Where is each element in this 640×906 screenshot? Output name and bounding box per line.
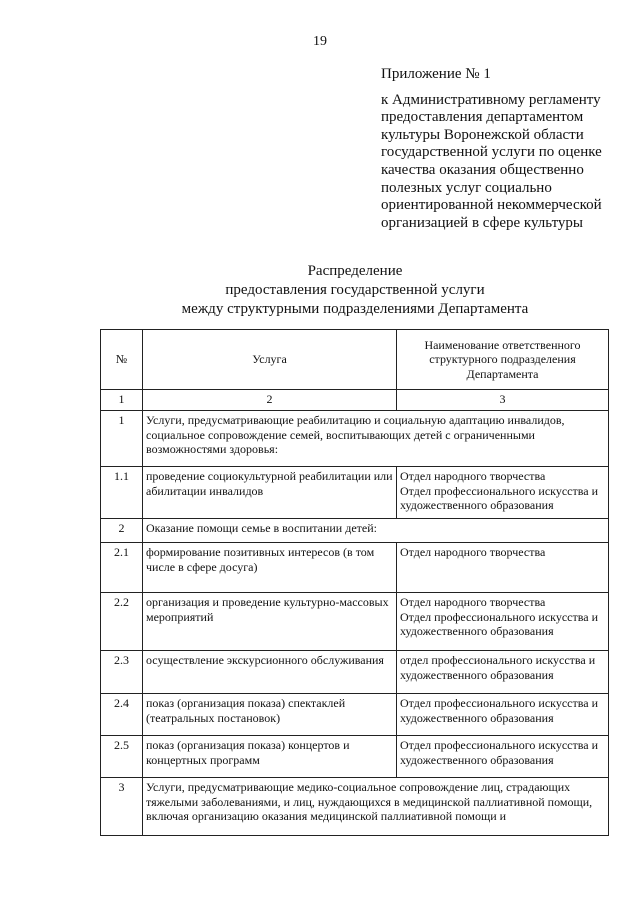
- header-num: №: [101, 330, 143, 390]
- appendix-line: к Административному регламенту: [381, 91, 601, 108]
- row-number: 3: [101, 778, 143, 836]
- department-cell: [397, 736, 609, 778]
- department-cell: [397, 694, 609, 736]
- service-cell: формирование позитивных интересов (в том числе в сфере досуга): [143, 543, 397, 593]
- appendix-line: ориентированной некоммерческой: [381, 197, 602, 214]
- department-cell: [397, 543, 609, 593]
- department-cell: [397, 593, 609, 651]
- department-name: Отдел профессионального искусства и художественного образования: [400, 738, 598, 767]
- appendix-line: государственной услуги по оценке: [381, 144, 602, 161]
- index-cell: 2: [143, 390, 397, 411]
- appendix-title: Приложение № 1: [381, 66, 491, 82]
- department-name: Отдел народного творчества: [400, 545, 546, 559]
- row-number: 1: [101, 411, 143, 467]
- appendix-line: качества оказания общественно: [381, 161, 584, 178]
- header-row: [101, 330, 609, 390]
- row-number: 2.2: [101, 593, 143, 651]
- group-heading: Услуги, предусматривающие реабилитацию и социальную адаптацию инвалидов, социальное сопровождение семей, воспитывающих детей с ограниченными возможностями здоровья:: [143, 411, 609, 467]
- title-line-1: Распределение: [307, 263, 403, 279]
- row-number: 2.4: [101, 694, 143, 736]
- department-name: Отдел народного творчества: [400, 469, 546, 483]
- table-row: [101, 593, 609, 651]
- distribution-table: [100, 329, 609, 836]
- service-cell: показ (организация показа) концертов и концертных программ: [143, 736, 397, 778]
- index-row: [101, 390, 609, 411]
- table-row: [101, 694, 609, 736]
- row-number: 2.3: [101, 651, 143, 694]
- service-cell: проведение социокультурной реабилитации или абилитации инвалидов: [143, 467, 397, 519]
- title-line-2: предоставления государственной услуги: [225, 282, 485, 298]
- department-name: Отдел народного творчества: [400, 595, 546, 609]
- table-row: [101, 543, 609, 593]
- row-number: 2.1: [101, 543, 143, 593]
- department-name: Отдел профессионального искусства и художественного образования: [400, 483, 598, 512]
- table-row: [101, 519, 609, 543]
- department-name: Отдел профессионального искусства и художественного образования: [400, 609, 598, 638]
- row-number: 2.5: [101, 736, 143, 778]
- appendix-line: полезных услуг социально: [381, 179, 552, 196]
- table-row: [101, 736, 609, 778]
- index-cell: 1: [101, 390, 143, 411]
- row-number: 1.1: [101, 467, 143, 519]
- header-responsible: Наименование ответственного структурного подразделения Департамента: [397, 330, 609, 390]
- title-line-3: между структурными подразделениями Департамента: [181, 301, 529, 317]
- department-name: отдел профессионального искусства и художественного образования: [400, 653, 596, 682]
- department-name: Отдел профессионального искусства и художественного образования: [400, 696, 598, 725]
- department-cell: [397, 651, 609, 694]
- service-cell: показ (организация показа) спектаклей (театральных постановок): [143, 694, 397, 736]
- appendix-line: культуры Воронежской области: [381, 126, 584, 143]
- table-row: [101, 411, 609, 467]
- row-number: 2: [101, 519, 143, 543]
- index-cell: 3: [397, 390, 609, 411]
- table-row: [101, 651, 609, 694]
- table-row: [101, 467, 609, 519]
- appendix-line: организацией в сфере культуры: [381, 214, 584, 231]
- header-service: Услуга: [143, 330, 397, 390]
- group-heading: Услуги, предусматривающие медико-социальное сопровождение лиц, страдающих тяжелыми заболеваниями, и лиц, нуждающихся в медицинской паллиативной помощи, включая организацию оказания медицинской паллиативной помощи и: [143, 778, 609, 836]
- service-cell: осуществление экскурсионного обслуживания: [143, 651, 397, 694]
- department-cell: [397, 467, 609, 519]
- appendix-block: [381, 66, 626, 232]
- page-number: 19: [313, 34, 327, 49]
- table-row: [101, 778, 609, 836]
- group-heading: Оказание помощи семье в воспитании детей:: [143, 519, 609, 543]
- service-cell: организация и проведение культурно-массовых мероприятий: [143, 593, 397, 651]
- appendix-line: предоставления департаментом: [381, 109, 584, 126]
- document-title: [0, 262, 640, 319]
